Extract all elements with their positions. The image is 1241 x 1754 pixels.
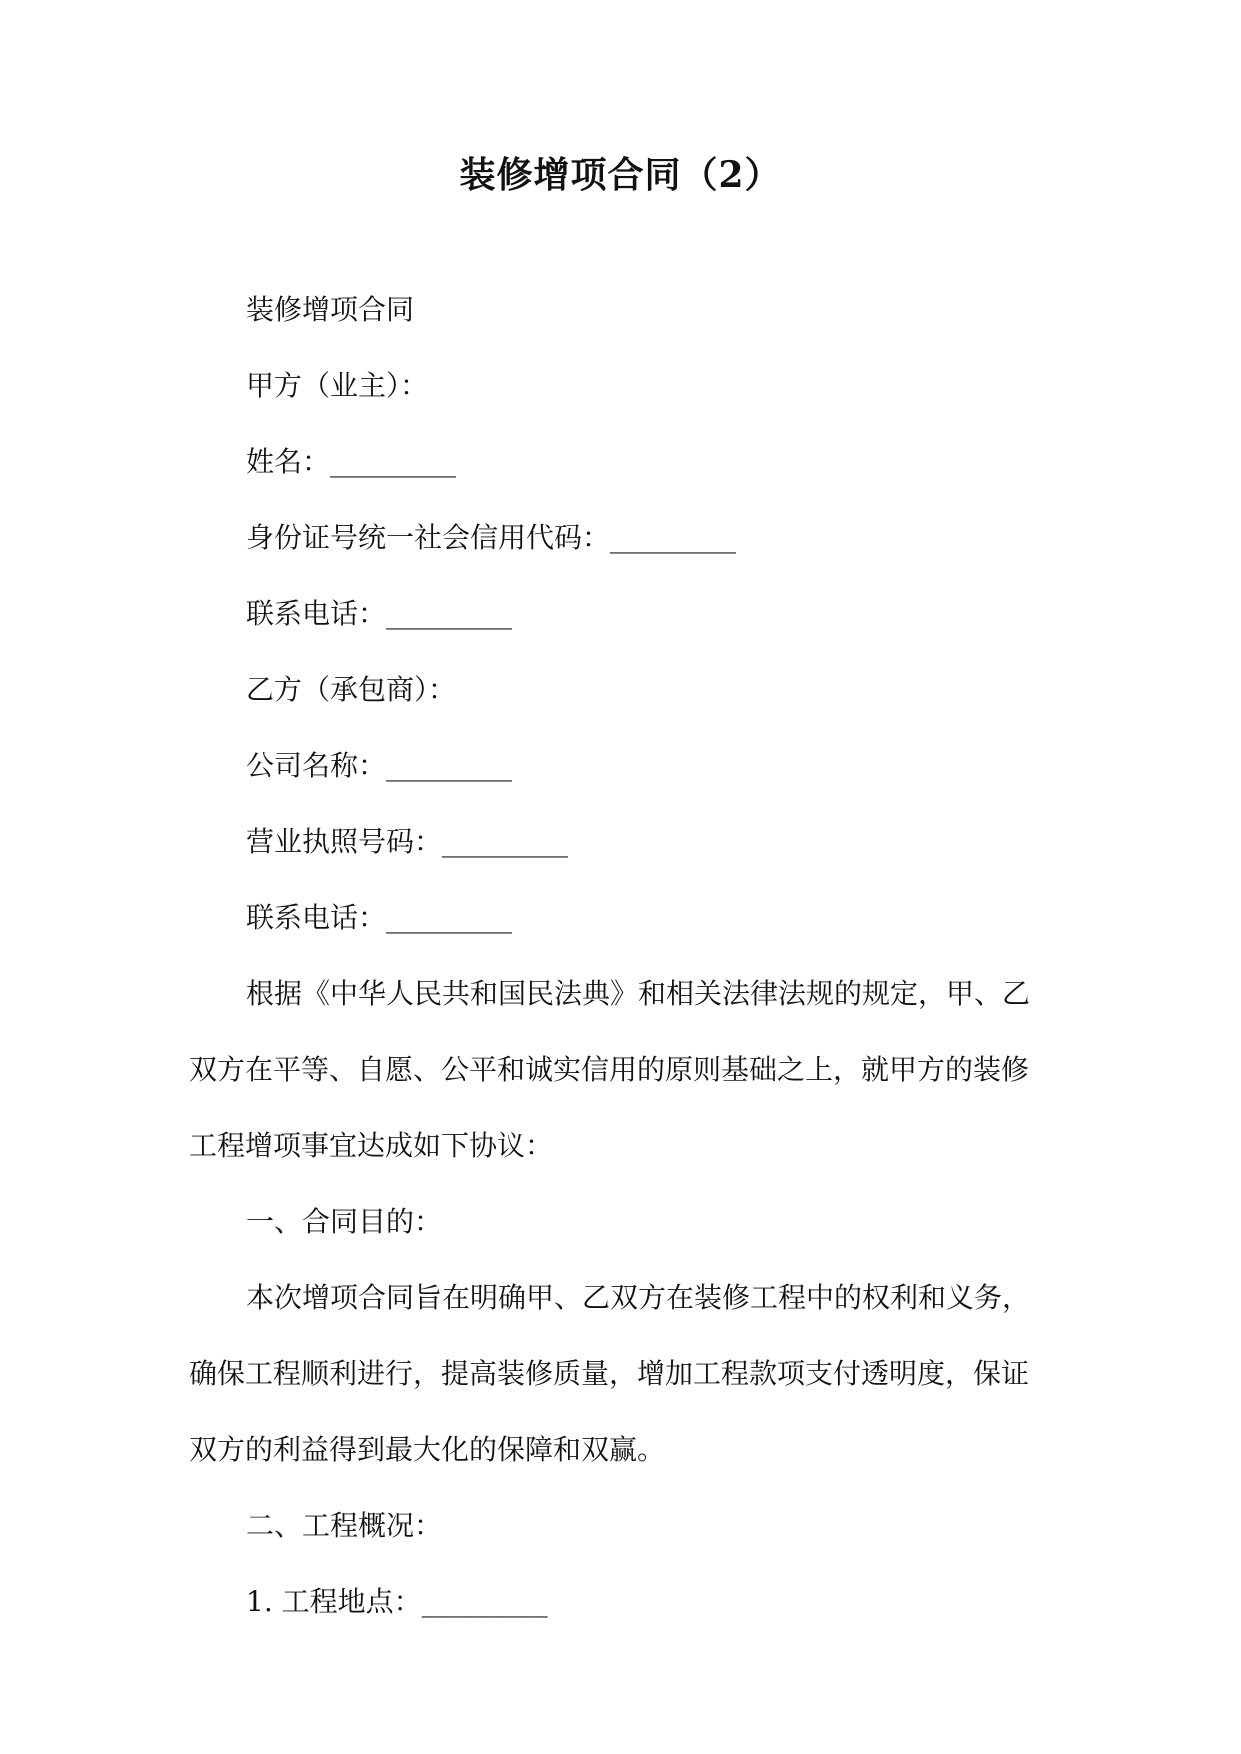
section-2-heading: 二、工程概况： [246, 1509, 443, 1542]
party-b-phone-line: 联系电话：_________ [246, 901, 513, 934]
section-1-heading: 一、合同目的： [246, 1205, 443, 1238]
section-1-paragraph: 本次增项合同旨在明确甲、乙双方在装修工程中的权利和义务，确保工程顺利进行，提高装修质量，增加工程款项支付透明度，保证双方的利益得到最大化的保障和双赢。 [189, 1281, 1031, 1466]
party-a-id-line: 身份证号统一社会信用代码：_________ [246, 521, 737, 554]
contract-heading: 装修增项合同 [246, 293, 415, 326]
party-b-license-line: 营业执照号码：_________ [246, 825, 569, 858]
document-title: 装修增项合同（2） [459, 154, 782, 196]
party-a-name-line: 姓名：_________ [246, 445, 457, 478]
party-b-company-line: 公司名称：_________ [246, 749, 513, 782]
preamble-paragraph: 根据《中华人民共和国民法典》和相关法律法规的规定，甲、乙双方在平等、自愿、公平和诚实信用的原则基础之上，就甲方的装修工程增项事宜达成如下协议： [189, 977, 1031, 1162]
party-b-heading: 乙方（承包商）： [246, 673, 457, 706]
party-a-heading: 甲方（业主）： [246, 369, 429, 402]
document-body [189, 272, 1051, 1640]
party-a-phone-line: 联系电话：_________ [246, 597, 513, 630]
project-location-line: 1. 工程地点：_________ [246, 1585, 548, 1618]
